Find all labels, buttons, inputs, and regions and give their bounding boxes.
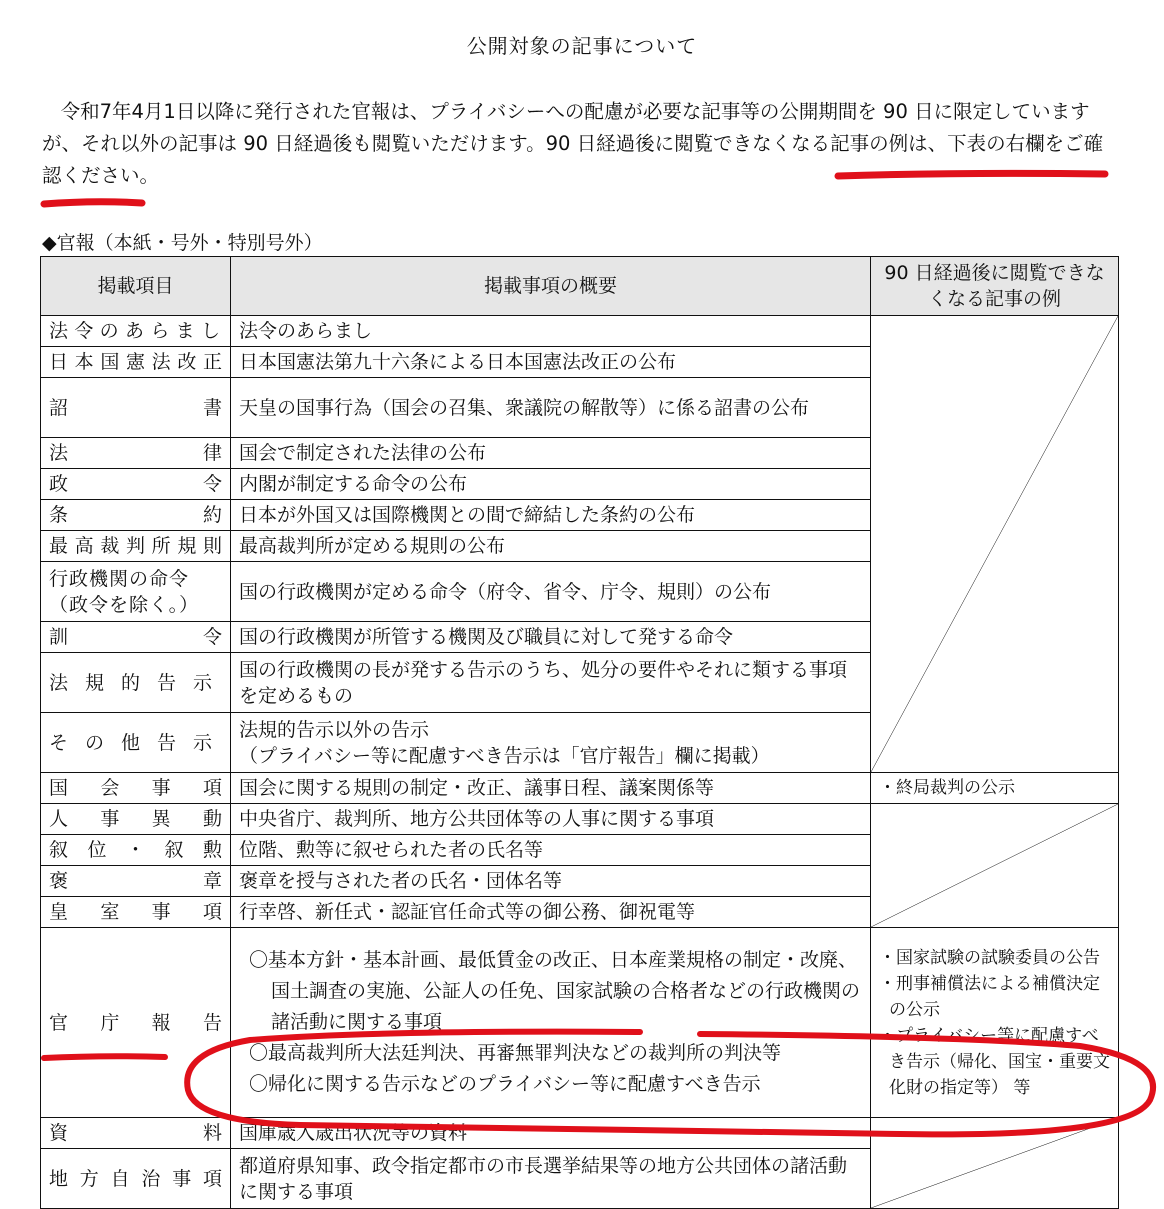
summary-line: （プライバシー等に配慮すべき告示は「官庁報告」欄に掲載） bbox=[239, 744, 770, 767]
example-empty-cell bbox=[871, 1118, 1119, 1209]
summary-cell bbox=[231, 713, 871, 773]
item-cell: 政令 bbox=[41, 469, 231, 500]
item-cell: 日本国憲法改正 bbox=[41, 347, 231, 378]
example-empty-cell bbox=[871, 316, 1119, 773]
example-cell bbox=[871, 928, 1119, 1118]
list-item: 〇帰化に関する告示などのプライバシー等に配慮すべき告示 bbox=[249, 1073, 761, 1095]
summary-cell: 日本が外国又は国際機関との間で締結した条約の公布 bbox=[231, 500, 871, 531]
item-cell: その他告示 bbox=[41, 713, 231, 773]
diagonal-line bbox=[871, 804, 1118, 927]
summary-cell: 国の行政機関が定める命令（府令、省令、庁令、規則）の公布 bbox=[231, 562, 871, 622]
item-cell: 国会事項 bbox=[41, 773, 231, 804]
summary-cell: 国会で制定された法律の公布 bbox=[231, 438, 871, 469]
item-line: （政令を除く。） bbox=[49, 593, 200, 616]
marker-underline-intro-2 bbox=[44, 202, 142, 204]
kanpo-summary-list bbox=[239, 945, 862, 1100]
summary-cell bbox=[231, 928, 871, 1118]
intro-paragraph bbox=[42, 96, 1122, 192]
list-item: ・刑事補償法による補償決定の公示 bbox=[879, 973, 1100, 1020]
table-row bbox=[41, 773, 1119, 804]
table-row bbox=[41, 804, 1119, 835]
summary-cell: 国の行政機関の長が発する告示のうち、処分の要件やそれに類する事項を定めるもの bbox=[231, 653, 871, 713]
header-item: 掲載項目 bbox=[41, 257, 231, 316]
summary-cell: 行幸啓、新任式・認証官任命式等の御公務、御祝電等 bbox=[231, 897, 871, 928]
table-row bbox=[41, 928, 1119, 1118]
summary-cell: 天皇の国事行為（国会の召集、衆議院の解散等）に係る詔書の公布 bbox=[231, 378, 871, 438]
item-cell: 皇室事項 bbox=[41, 897, 231, 928]
item-cell: 人事異動 bbox=[41, 804, 231, 835]
summary-cell: 国庫歳入歳出状況等の資料 bbox=[231, 1118, 871, 1149]
summary-cell: 位階、勲等に叙せられた者の氏名等 bbox=[231, 835, 871, 866]
example-list bbox=[879, 945, 1110, 1101]
diagonal-line bbox=[871, 316, 1118, 772]
item-line: 行政機関の命令 bbox=[49, 567, 190, 590]
item-cell: 詔書 bbox=[41, 378, 231, 438]
list-item: 〇基本方針・基本計画、最低賃金の改正、日本産業規格の制定・改廃、国土調査の実施、公証人の任免、国家試験の合格者などの行政機関の諸活動に関する事項 bbox=[249, 949, 861, 1033]
item-cell bbox=[41, 562, 231, 622]
item-cell: 条約 bbox=[41, 500, 231, 531]
intro-text: 令和7年4月1日以降に発行された官報は、プライバシーへの配慮が必要な記事等の公開期間を 90 日に限定していますが、それ以外の記事は 90 日経過後も閲覧いただけます。90 日経過後に閲覧できなくなる記事の例は、下表の右欄をご確認ください。 bbox=[42, 100, 1104, 187]
item-cell: 訓令 bbox=[41, 622, 231, 653]
item-cell: 地方自治事項 bbox=[41, 1149, 231, 1209]
summary-cell: 中央省庁、裁判所、地方公共団体等の人事に関する事項 bbox=[231, 804, 871, 835]
header-example: 90 日経過後に閲覧できなくなる記事の例 bbox=[871, 257, 1119, 316]
summary-cell: 都道府県知事、政令指定都市の市長選挙結果等の地方公共団体の諸活動に関する事項 bbox=[231, 1149, 871, 1209]
diagonal-line bbox=[871, 1118, 1118, 1208]
summary-cell: 法令のあらまし bbox=[231, 316, 871, 347]
list-item: ・プライバシー等に配慮すべき告示（帰化、国宝・重要文化財の指定等） 等 bbox=[879, 1025, 1110, 1098]
page-title: 公開対象の記事について bbox=[466, 34, 698, 58]
item-cell: 官庁報告 bbox=[41, 928, 231, 1118]
summary-cell: 内閣が制定する命令の公布 bbox=[231, 469, 871, 500]
summary-cell: 日本国憲法第九十六条による日本国憲法改正の公布 bbox=[231, 347, 871, 378]
item-cell: 法律 bbox=[41, 438, 231, 469]
item-cell: 法規的告示 bbox=[41, 653, 231, 713]
section-heading: ◆官報（本紙・号外・特別号外） bbox=[42, 232, 323, 254]
summary-cell: 国会に関する規則の制定・改正、議事日程、議案関係等 bbox=[231, 773, 871, 804]
summary-cell: 褒章を授与された者の氏名・団体名等 bbox=[231, 866, 871, 897]
table-row bbox=[41, 1118, 1119, 1149]
table-row bbox=[41, 316, 1119, 347]
item-cell: 褒章 bbox=[41, 866, 231, 897]
list-item: 〇最高裁判所大法廷判決、再審無罪判決などの裁判所の判決等 bbox=[249, 1042, 782, 1064]
summary-line: 法規的告示以外の告示 bbox=[239, 718, 430, 741]
item-cell: 叙位・叙勲 bbox=[41, 835, 231, 866]
item-cell: 法令のあらまし bbox=[41, 316, 231, 347]
table-header-row bbox=[41, 257, 1119, 316]
example-cell: ・終局裁判の公示 bbox=[871, 773, 1119, 804]
example-empty-cell bbox=[871, 804, 1119, 928]
item-cell: 資料 bbox=[41, 1118, 231, 1149]
list-item: ・国家試験の試験委員の公告 bbox=[879, 947, 1100, 968]
kanpo-table bbox=[40, 256, 1119, 1209]
summary-cell: 最高裁判所が定める規則の公布 bbox=[231, 531, 871, 562]
header-summary: 掲載事項の概要 bbox=[231, 257, 871, 316]
summary-cell: 国の行政機関が所管する機関及び職員に対して発する命令 bbox=[231, 622, 871, 653]
item-cell: 最高裁判所規則 bbox=[41, 531, 231, 562]
